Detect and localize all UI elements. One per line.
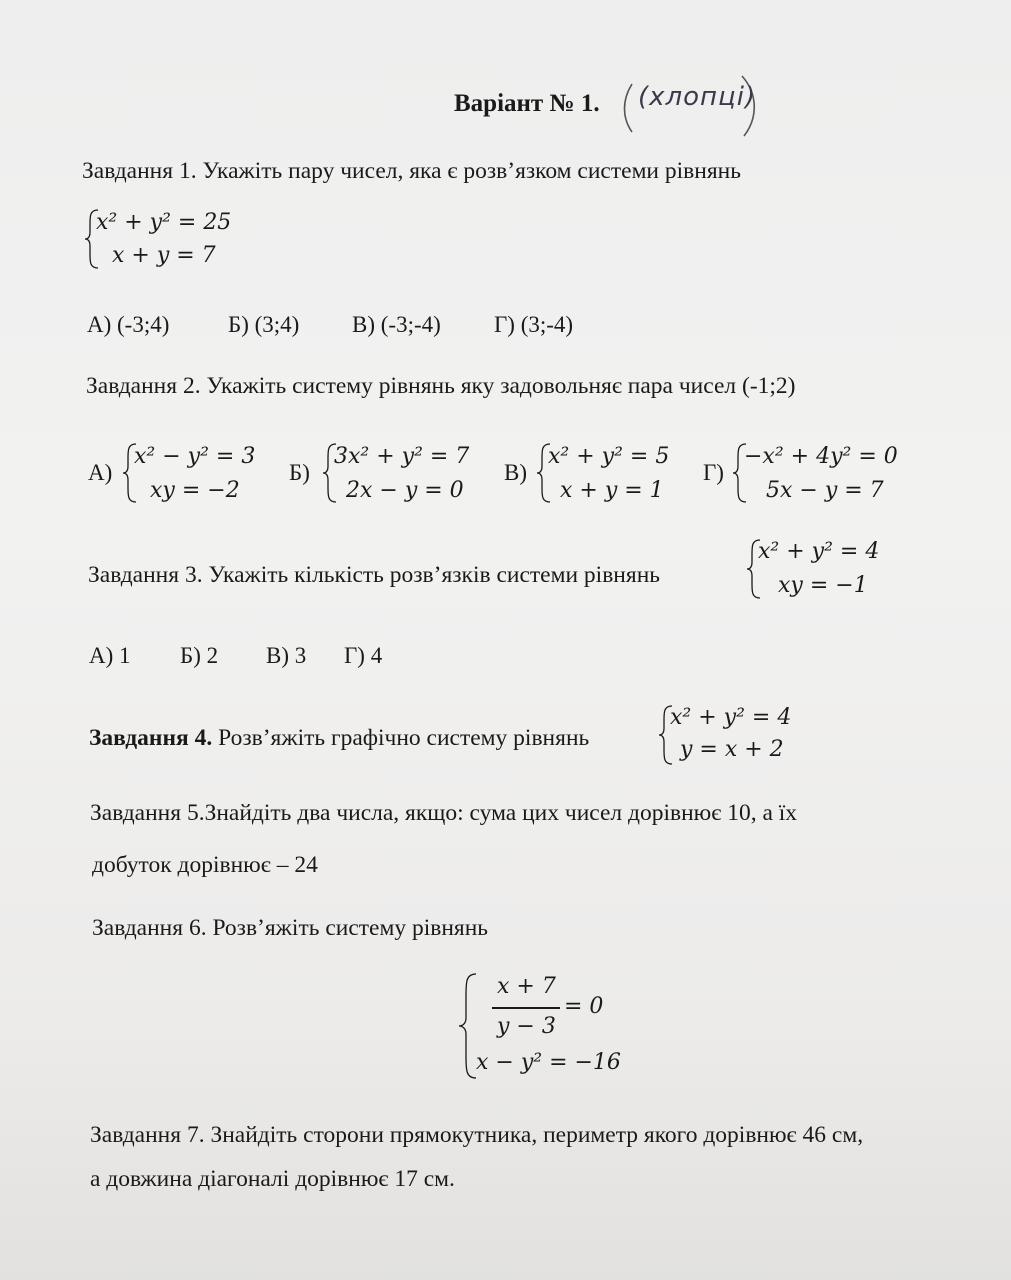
task4-question: Розв’яжіть графічно систему рівнянь <box>218 725 590 751</box>
task5-line2: добуток дорівнює – 24 <box>92 852 318 878</box>
task3-option-d: Г) 4 <box>344 643 383 668</box>
task4-eq1: x² + y² = 4 <box>670 705 792 730</box>
task2-text: Завдання 2. Укажіть систему рівнянь яку задовольняє пара чисел (-1;2) <box>86 373 796 399</box>
task7-line2: а довжина діагоналі дорівнює 17 см. <box>90 1166 455 1192</box>
task6-denominator: y − 3 <box>497 1014 556 1039</box>
task3-text: Завдання 3. Укажіть кількість розв’язків системи рівнянь <box>88 562 660 588</box>
task6-text: Завдання 6. Розв’яжіть систему рівнянь <box>92 915 489 941</box>
task3-option-b: Б) 2 <box>180 643 219 668</box>
task1-text: Завдання 1. Укажіть пару чисел, яка є розв’язком системи рівнянь <box>82 158 741 184</box>
task6-brace <box>458 972 478 1080</box>
task7-line1: Завдання 7. Знайдіть сторони прямокутника, периметр якого дорівнює 46 см, <box>90 1122 864 1148</box>
task1-option-b: Б) (3;4) <box>228 312 300 337</box>
task1-option-a: А) (-3;4) <box>87 312 170 337</box>
task2-option-c-eq2: x + y = 1 <box>560 478 664 503</box>
page-title: Варіант № 1. <box>454 90 600 117</box>
task1-option-d: Г) (3;-4) <box>494 312 574 337</box>
task2-option-b-eq1: 3x² + y² = 7 <box>334 444 470 469</box>
task2-option-d-label: Г) <box>703 460 724 485</box>
task6-eq2: x − y² = −16 <box>476 1050 621 1075</box>
task2-option-b-label: Б) <box>289 460 310 485</box>
handwritten-note: (хлопці) <box>638 82 757 112</box>
task1-option-c: В) (-3;-4) <box>352 312 441 337</box>
task2-option-c-label: В) <box>504 460 527 485</box>
task1-eq2: x + y = 7 <box>112 243 216 268</box>
task3-option-a: А) 1 <box>89 643 131 668</box>
task2-option-d-eq1: −x² + 4y² = 0 <box>744 444 898 469</box>
task3-option-c: В) 3 <box>266 643 307 668</box>
task2-option-d-eq2: 5x − y = 7 <box>766 478 884 503</box>
task3-eq2: xy = −1 <box>778 573 868 598</box>
task4-label: Завдання 4. <box>89 725 213 751</box>
task5-line1: Завдання 5.Знайдіть два числа, якщо: сума цих чисел дорівнює 10, а їх <box>90 800 798 826</box>
task2-option-a-eq1: x² − y² = 3 <box>134 444 256 469</box>
task1-eq1: x² + y² = 25 <box>96 210 232 235</box>
task4-text <box>89 725 589 752</box>
task2-option-b-eq2: 2x − y = 0 <box>346 478 464 503</box>
task6-numerator: x + 7 <box>497 974 556 999</box>
task3-eq1: x² + y² = 4 <box>758 539 880 564</box>
task6-fraction-bar <box>492 1007 560 1009</box>
task2-option-a-eq2: xy = −2 <box>150 478 240 503</box>
task2-option-a-label: А) <box>88 460 113 485</box>
task2-option-c-eq1: x² + y² = 5 <box>548 444 670 469</box>
task6-eq1-rhs: = 0 <box>564 994 604 1019</box>
task4-eq2: y = x + 2 <box>680 737 784 762</box>
